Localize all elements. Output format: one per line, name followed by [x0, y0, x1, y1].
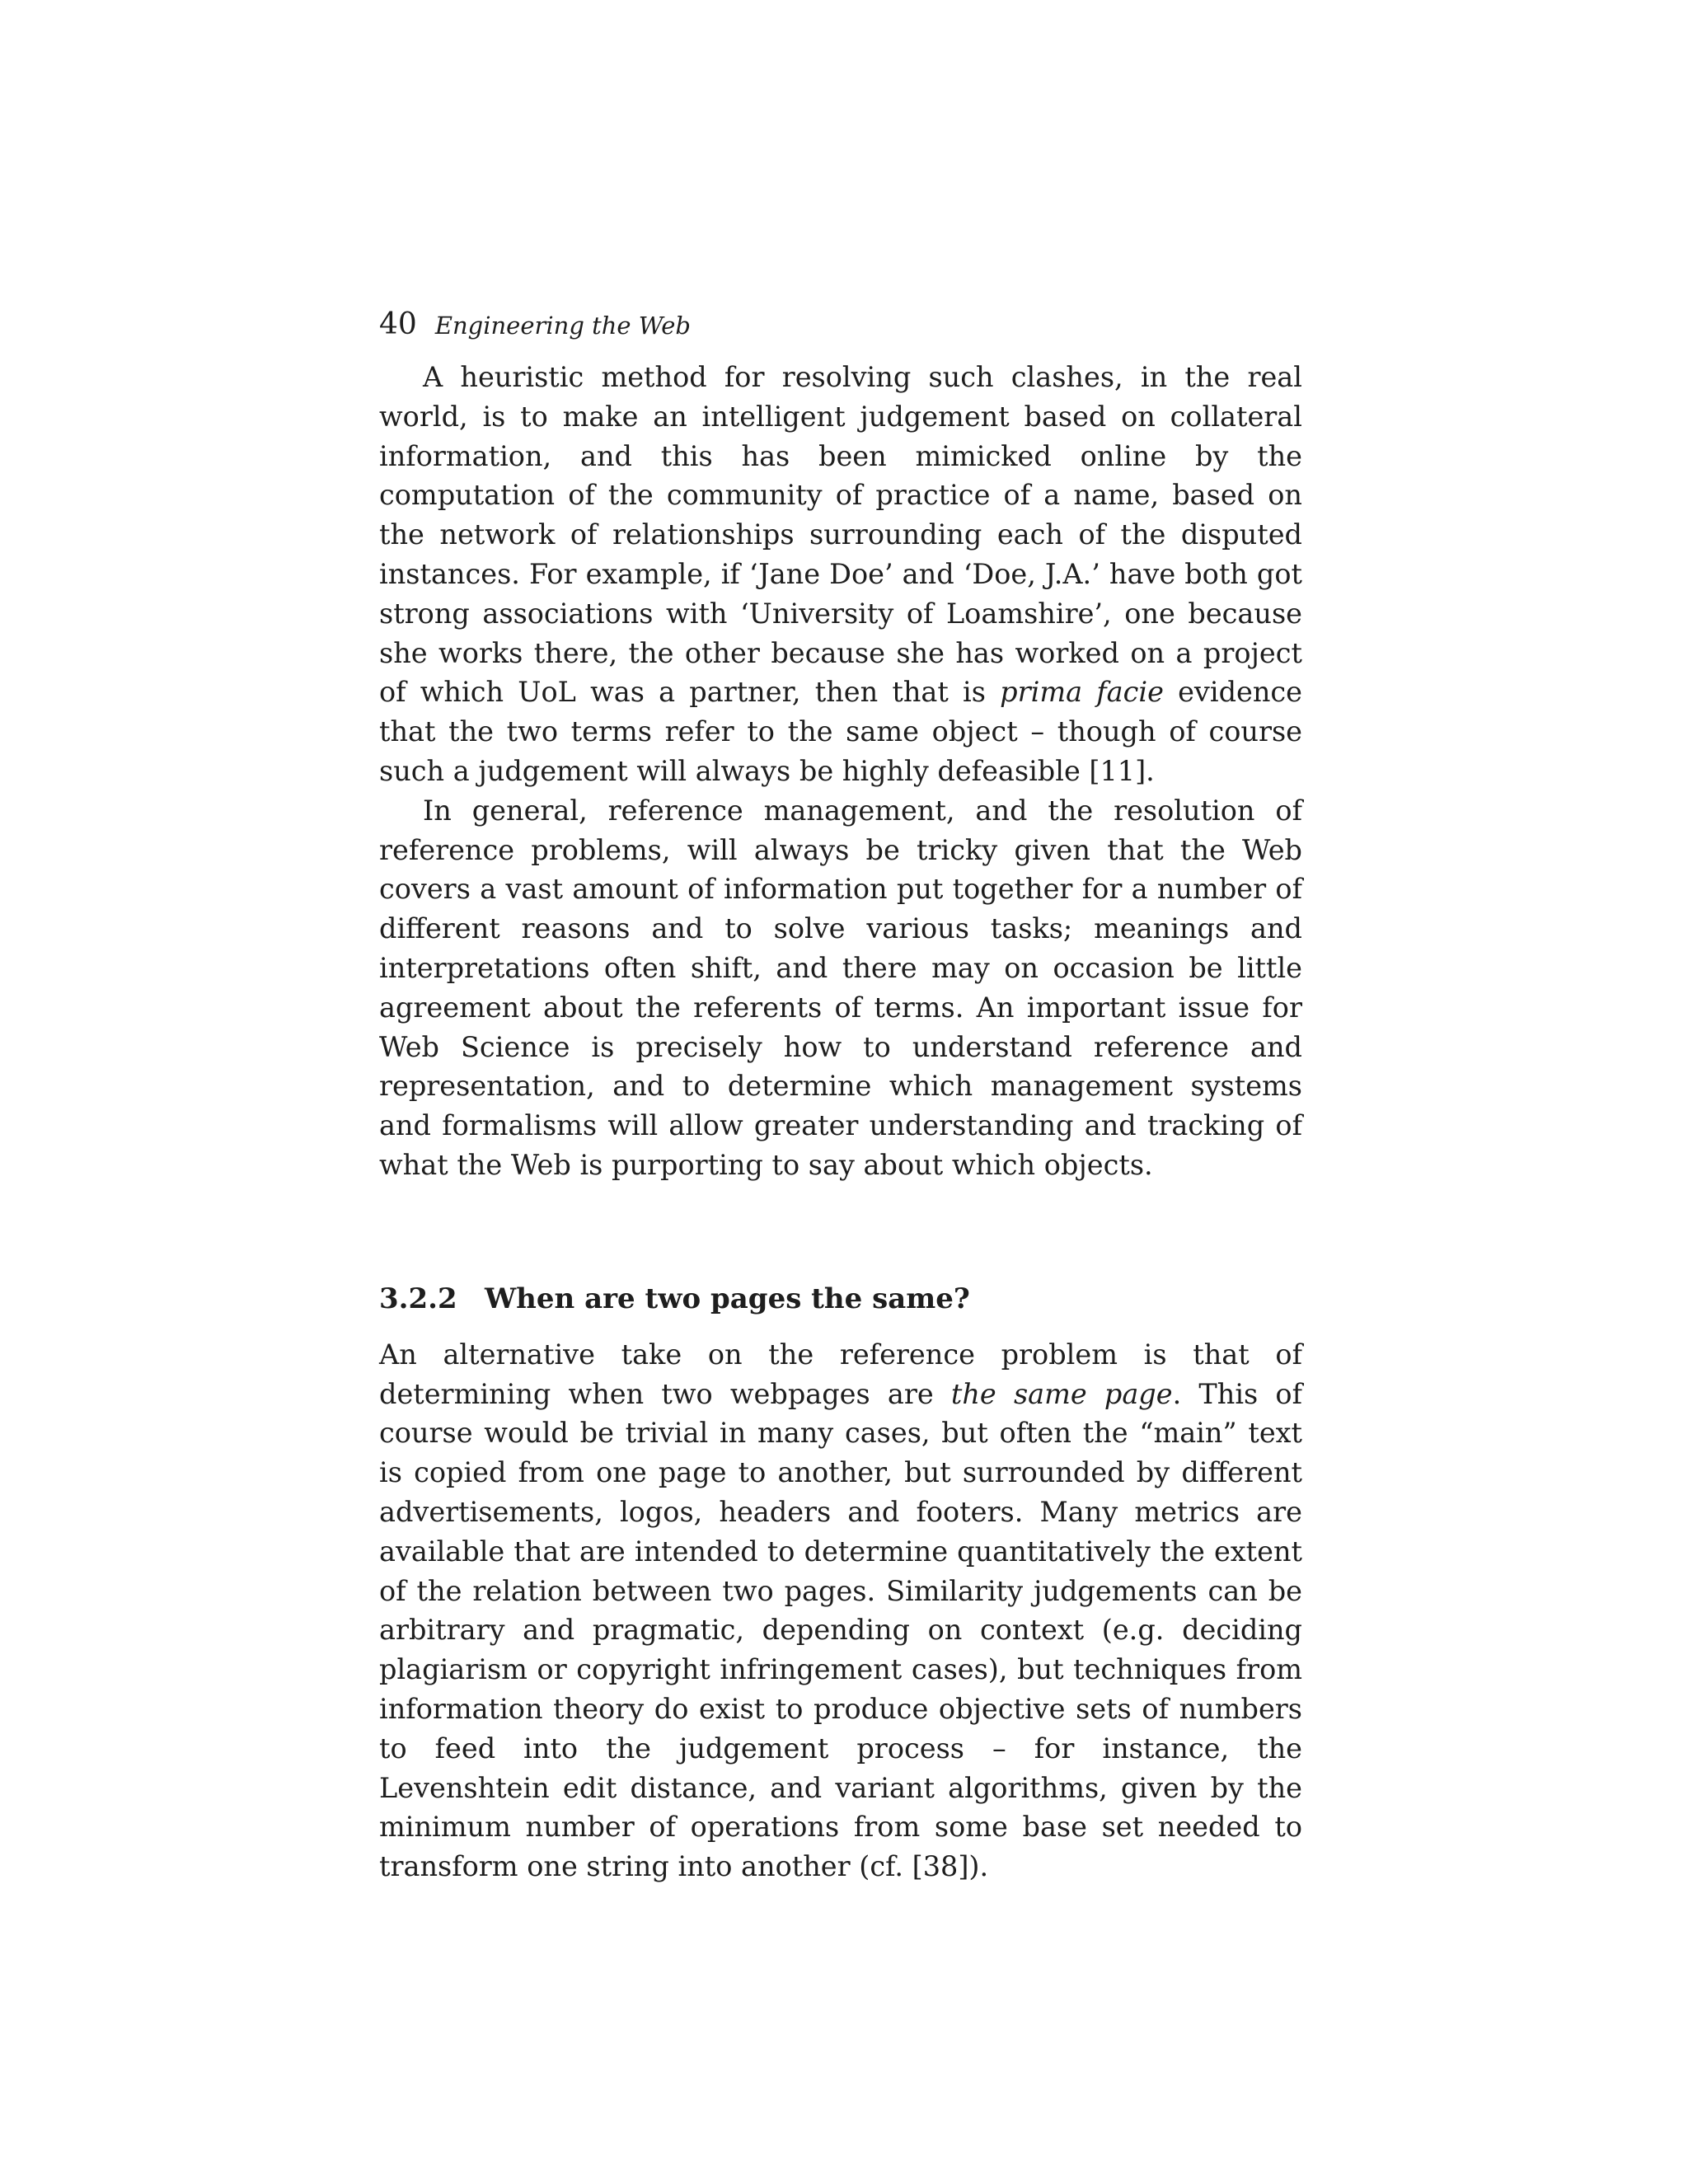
- emphasis-the-same-page: the same page: [950, 1377, 1173, 1410]
- paragraph-text: evidence that the two terms refer to the same object – though of course such a judgement will always be highly defeasible [11].: [379, 676, 1303, 787]
- book-page: [379, 307, 1302, 1886]
- running-head: [379, 307, 1302, 343]
- emphasis-prima-facie: prima facie: [1000, 676, 1164, 709]
- page-number: 40: [379, 307, 417, 341]
- section-heading: [379, 1279, 1302, 1319]
- section-number: 3.2.2: [379, 1282, 457, 1315]
- paragraph-text: . This of course would be trivial in many cases, but often the “main” text is copied from one page to another, but surrounded by different advertisements, logos, headers and footers. Many metrics are available that are intended to determine quantitatively the extent of the relation between two pages. Similarity judgements can be arbitrary and pragmatic, depending on context (e.g. deciding plagiarism or copyright infringement cases), but techniques from information theory do exist to produce objective sets of numbers to feed into the judgement process – for instance, the Levenshtein edit distance, and variant algorithms, given by the minimum number of operations from some base set needed to transform one string into another (cf. [38]).: [379, 1377, 1302, 1883]
- paragraph-reference-management: [379, 791, 1302, 1185]
- running-title: Engineering the Web: [434, 312, 691, 340]
- section-title: When are two pages the same?: [485, 1282, 970, 1315]
- paragraph-text: An alternative take on the reference problem is that of determining when two webpages are: [379, 1338, 1302, 1410]
- paragraph-text: In general, reference management, and the resolution of reference problems, will always be tricky given that the Web covers a vast amount of information put together for a number of different reasons and to solve various tasks; meanings and interpretations often shift, and there may on occasion be little agreement about the referents of terms. An important issue for Web Science is precisely how to understand reference and representation, and to determine which management systems and formalisms will allow greater understanding and tracking of what the Web is purporting to say about which objects.: [379, 794, 1302, 1181]
- paragraph-same-page: [379, 1335, 1302, 1886]
- paragraph-text: A heuristic method for resolving such clashes, in the real world, is to make an intelligent judgement based on collateral information, and this has been mimicked online by the computation of the community of practice of a name, based on the network of relationships surrounding each of the disputed instances. For example, if ‘Jane Doe’ and ‘Doe, J.A.’ have both got strong associations with ‘University of Loamshire’, one because she works there, the other because she has worked on a project of which UoL was a partner, then that is: [379, 361, 1302, 709]
- paragraph-heuristic-method: [379, 358, 1302, 791]
